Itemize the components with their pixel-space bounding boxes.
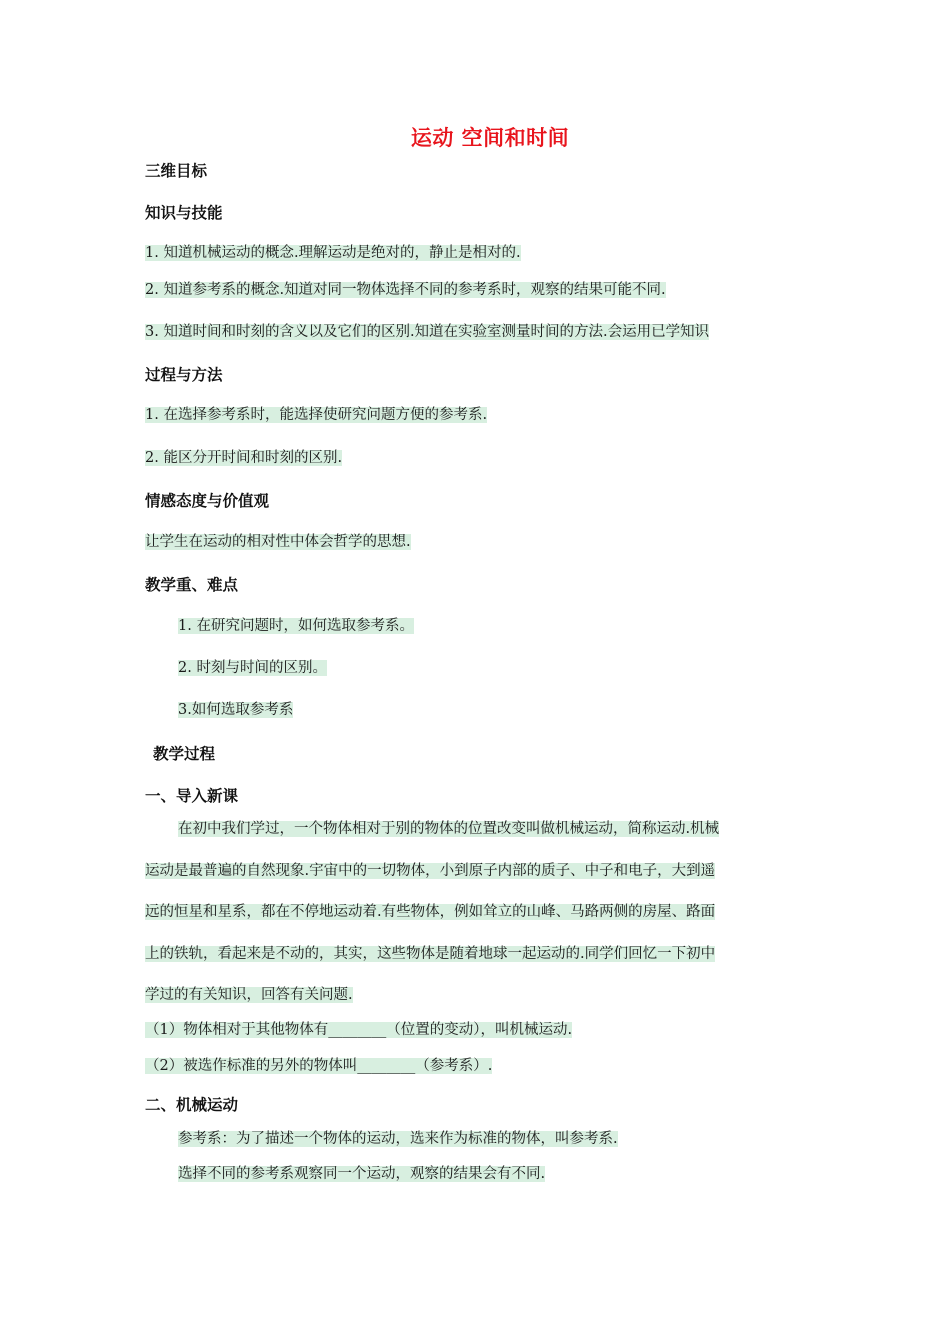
knowledge-item-2: 2. 知道参考系的概念.知道对同一物体选择不同的参考系时，观察的结果可能不同.	[145, 282, 666, 298]
question-1: （1）物体相对于其他物体有________（位置的变动），叫机械运动.	[145, 1022, 573, 1038]
intro-line-2: 运动是最普遍的自然现象.宇宙中的一切物体，小到原子内部的质子、中子和电子，大到遥	[145, 863, 716, 879]
reference-definition: 参考系：为了描述一个物体的运动，选来作为标准的物体，叫参考系.	[178, 1131, 618, 1147]
process-item-1: 1. 在选择参考系时，能选择使研究问题方便的参考系.	[145, 407, 488, 423]
heading-intro: 一、导入新课	[145, 787, 239, 805]
key-item-2: 2. 时刻与时间的区别。	[178, 660, 327, 676]
heading-knowledge: 知识与技能	[145, 204, 223, 222]
heading-teaching-process: 教学过程	[153, 745, 216, 763]
knowledge-item-1: 1. 知道机械运动的概念.理解运动是绝对的，静止是相对的.	[145, 245, 521, 261]
process-item-2: 2. 能区分开时间和时刻的区别.	[145, 450, 343, 466]
intro-line-1: 在初中我们学过，一个物体相对于别的物体的位置改变叫做机械运动，简称运动.机械	[178, 821, 720, 837]
emotion-item: 让学生在运动的相对性中体会哲学的思想.	[145, 534, 411, 550]
heading-key-points: 教学重、难点	[145, 576, 239, 594]
knowledge-item-3: 3. 知道时间和时刻的含义以及它们的区别.知道在实验室测量时间的方法.会运用已学知识	[145, 324, 710, 340]
heading-goals: 三维目标	[145, 162, 208, 180]
reference-note: 选择不同的参考系观察同一个运动，观察的结果会有不同.	[178, 1166, 546, 1182]
page-title: 运动 空间和时间	[410, 126, 570, 150]
intro-line-5: 学过的有关知识，回答有关问题.	[145, 987, 353, 1003]
heading-emotion: 情感态度与价值观	[145, 492, 270, 510]
heading-process: 过程与方法	[145, 366, 223, 384]
intro-line-4: 上的铁轨，看起来是不动的，其实，这些物体是随着地球一起运动的.同学们回忆一下初中	[145, 946, 716, 962]
key-item-1: 1. 在研究问题时，如何选取参考系。	[178, 618, 414, 634]
intro-line-3: 远的恒星和星系，都在不停地运动着.有些物体，例如耸立的山峰、马路两侧的房屋、路面	[145, 904, 716, 920]
question-2: （2）被选作标准的另外的物体叫________（参考系）.	[145, 1058, 493, 1074]
key-item-3: 3.如何选取参考系	[178, 702, 294, 718]
heading-mechanical-motion: 二、机械运动	[145, 1096, 239, 1114]
